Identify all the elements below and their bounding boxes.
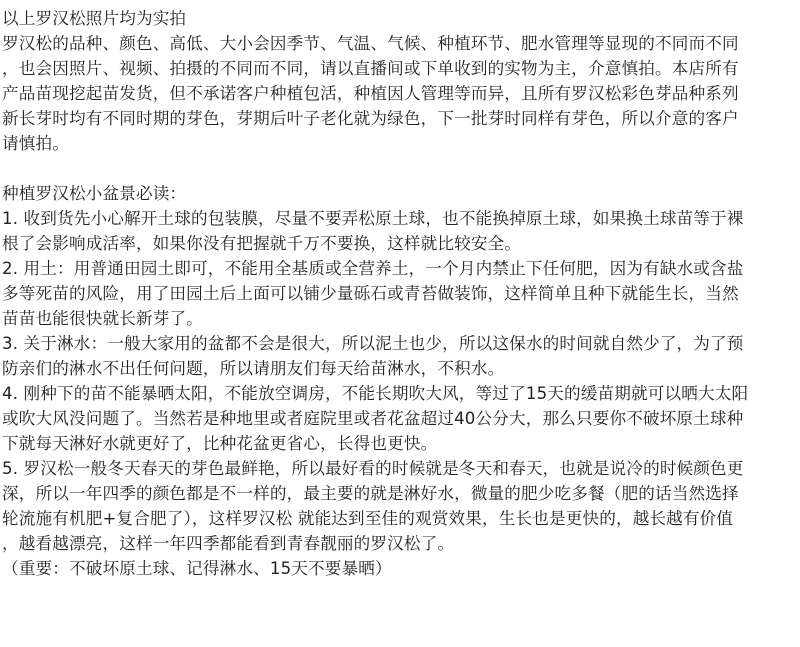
guide-line: 苗苗也能很快就长新芽了。 — [2, 309, 203, 328]
guide-line: 1. 收到货先小心解开土球的包装膜，尽量不要弄松原土球，也不能换掉原土球，如果换土球苗等于裸 — [2, 209, 744, 228]
guide-line: 5. 罗汉松一般冬天春天的芽色最鲜艳，所以最好看的时候就是冬天和春天，也就是说冷的时候颜色更 — [2, 459, 744, 478]
guide-line: 深，所以一年四季的颜色都是不一样的，最主要的就是淋好水，微量的肥少吃多餐（肥的话当然选择 — [2, 484, 739, 503]
intro-line: 请慎拍。 — [2, 134, 69, 153]
guide-line: 或吹大风没问题了。当然若是种地里或者庭院里或者花盆超过40公分大，那么只要你不破坏原土球种 — [2, 409, 744, 428]
guide-line: 多等死苗的风险，用了田园土后上面可以铺少量砾石或青苔做装饰，这样简单且种下就能生长，当然 — [2, 284, 739, 303]
intro-line: 产品苗现挖起苗发货，但不承诺客户种植包活，种植因人管理等而异，且所有罗汉松彩色芽品种系列 — [2, 84, 739, 103]
guide-line: 防亲们的淋水不出任何问题，所以请朋友们每天给苗淋水，不积水。 — [2, 359, 505, 378]
intro-line: 新长芽时均有不同时期的芽色，芽期后叶子老化就为绿色，下一批芽时同样有芽色，所以介意的客户 — [2, 109, 739, 128]
guide-line: 根了会影响成活率，如果你没有把握就千万不要换，这样就比较安全。 — [2, 234, 522, 253]
guide-line: 3. 关于淋水：一般大家用的盆都不会是很大，所以泥土也少，所以这保水的时间就自然少了，为了预 — [2, 334, 744, 353]
intro-title: 以上罗汉松照片均为实拍 — [2, 9, 187, 28]
guide-important-note: （重要：不破坏原土球、记得淋水、15天不要暴晒） — [2, 559, 392, 578]
guide-line: 4. 刚种下的苗不能暴晒太阳，不能放空调房，不能长期吹大风，等过了15天的缓苗期就可以晒大太阳 — [2, 384, 749, 403]
guide-line: 轮流施有机肥+复合肥了），这样罗汉松 就能达到至佳的观赏效果，生长也是更快的，越长越有价值 — [2, 509, 734, 528]
guide-line: ，越看越漂亮，这样一年四季都能看到青春靓丽的罗汉松了。 — [2, 534, 455, 553]
paragraph-spacer — [2, 156, 800, 181]
guide-line: 2. 用土：用普通田园土即可，不能用全基质或全营养土，一个月内禁止下任何肥，因为有缺水或含盐 — [2, 259, 744, 278]
intro-line: ，也会因照片、视频、拍摄的不同而不同，请以直播间或下单收到的实物为主，介意慎拍。本店所有 — [2, 59, 739, 78]
guide-title: 种植罗汉松小盆景必读： — [2, 184, 187, 203]
guide-line: 下就每天淋好水就更好了，比种花盆更省心，长得也更快。 — [2, 434, 438, 453]
intro-line: 罗汉松的品种、颜色、高低、大小会因季节、气温、气候、种植环节、肥水管理等显现的不同而不同 — [2, 34, 739, 53]
